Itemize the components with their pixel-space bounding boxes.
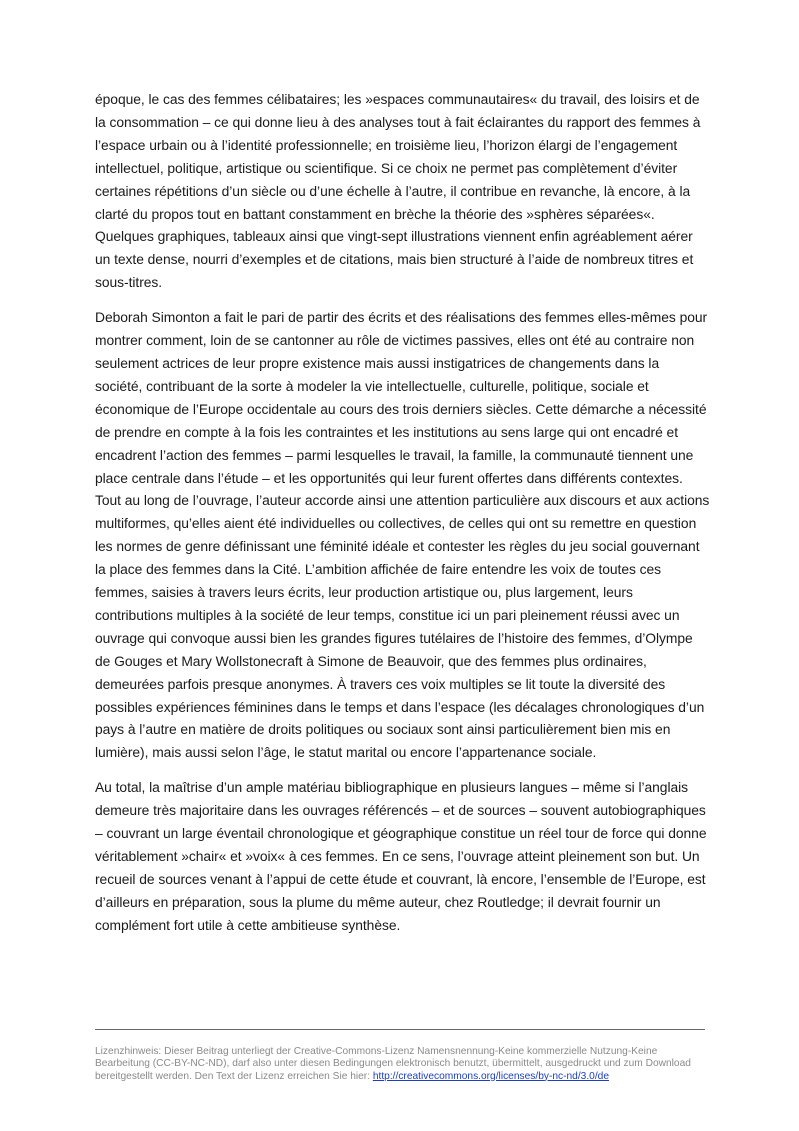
license-link[interactable]: http://creativecommons.org/licenses/by-nc-nd/3.0/de [372, 1070, 609, 1082]
license-notice: Lizenzhinweis: Dieser Beitrag unterliegt der Creative-Commons-Lizenz Namensnennung-Keine kommerzielle Nutzung-Keine Bearbeitung (CC-BY-NC-ND), darf also unter diesen Bedingungen elektronisch benutzt, übermittelt, ausgedruckt und zum Download bereitgestellt werden. Den Text der Lizenz erreichen Sie hier: [95, 1046, 691, 1082]
paragraph-3: Au total, la maîtrise d’un ample matériau bibliographique en plusieurs langues – même si l’anglais demeure très majoritaire dans les ouvrages référencés – et de sources – souvent autobiographiques – couvrant un large éventail chronologique et géographique constitue un réel tour de force qui donne véritablement »chair« et »voix« à ces femmes. En ce sens, l’ouvrage atteint pleinement son but. Un recueil de sources venant à l’appui de cette étude et couvrant, là encore, l’ensemble de l’Europe, est d’ailleurs en préparation, sous la plume du même auteur, chez Routledge; il devrait fournir un complément fort utile à cette ambitieuse synthèse. [95, 779, 707, 933]
paragraph-2: Deborah Simonton a fait le pari de partir des écrits et des réalisations des femmes elles-mêmes pour montrer comment, loin de se cantonner au rôle de victimes passives, elles ont été au contraire non seulement actrices de leur propre existence mais aussi instigatrices de changements dans la société, contribuant de la sorte à modeler la vie intellectuelle, culturelle, politique, sociale et économique de l’Europe occidentale au cours des trois derniers siècles. Cette démarche a nécessité de prendre en compte à la fois les contraintes et les institutions au sens large qui ont encadré et encadrent l’action des femmes – parmi lesquelles le travail, la famille, la communauté tiennent une place centrale dans l’étude – et les opportunités qui leur furent offertes dans différents contextes. Tout au long de l’ouvrage, l’auteur accorde ainsi une attention particulière aux discours et aux actions multiformes, qu’elles aient été individuelles ou collectives, de celles qui ont su remettre en question les normes de genre définissant une féminité idéale et contester les règles du jeu social gouvernant la place des femmes dans la Cité. L’ambition affichée de faire entendre les voix de toutes ces femmes, saisies à travers leurs écrits, leur production artistique ou, plus largement, leurs contributions multiples à la société de leur temps, constitue ici un pari pleinement réussi avec un ouvrage qui convoque aussi bien les grandes figures tutélaires de l’histoire des femmes, d’Olympe de Gouges et Mary Wollstonecraft à Simone de Beauvoir, que des femmes plus ordinaires, demeurées parfois presque anonymes. À travers ces voix multiples se lit toute la diversité des possibles expériences féminines dans le temps et dans l’espace (les décalages chronologiques d’un pays à l’autre en matière de droits politiques ou sociaux sont ainsi particulièrement bien mis en lumière), mais aussi selon l’âge, le statut marital ou encore l’appartenance sociale. [95, 309, 710, 761]
paragraph-1: époque, le cas des femmes célibataires; les »espaces communautaires« du travail, des loisirs et de la consommation – ce qui donne lieu à des analyses tout à fait éclairantes du rapport des femmes à l’espace urbain ou à l’identité professionnelle; en troisième lieu, l’horizon élargi de l’engagement intellectuel, politique, artistique ou scientifique. Si ce choix ne permet pas complètement d’éviter certaines répétitions d’un siècle ou d’une échelle à l’autre, il contribue en revanche, là encore, à la clarté du propos tout en battant constamment en brèche la théorie des »sphères séparées«. Quelques graphiques, tableaux ainsi que vingt-sept illustrations viennent enfin agréablement aérer un texte dense, nourri d’exemples et de citations, mais bien structuré à l’aide de nombreux titres et sous-titres. [95, 91, 701, 291]
body-text [95, 88, 710, 949]
footer-divider [95, 1029, 705, 1030]
license-footer [95, 1046, 710, 1083]
